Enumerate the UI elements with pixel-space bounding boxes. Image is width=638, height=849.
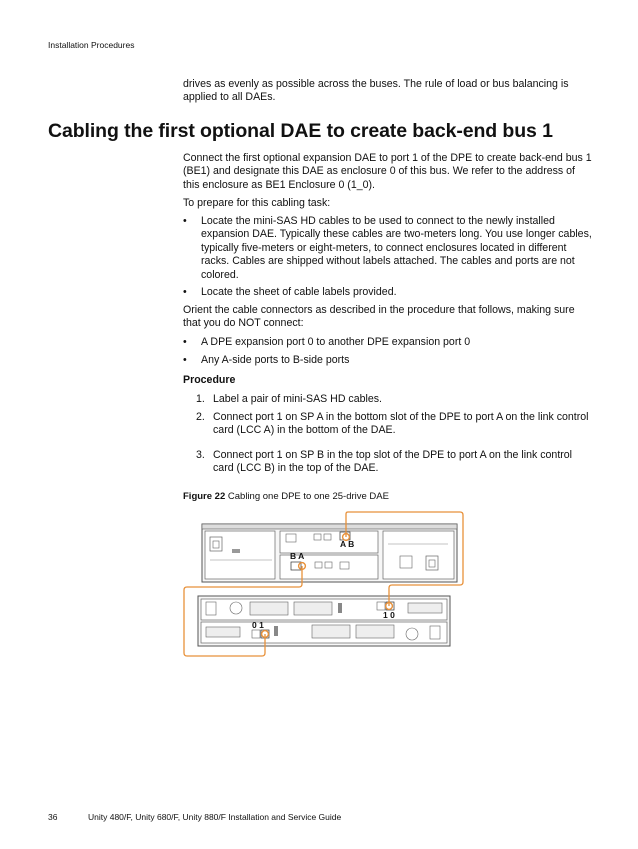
dae-bottom-port-label: B A [290,551,305,561]
dae-top-port-label: A B [340,539,355,549]
footer-doc-title: Unity 480/F, Unity 680/F, Unity 880/F Installation and Service Guide [88,812,342,822]
page-number: 36 [48,812,58,822]
step-text: Connect port 1 on SP A in the bottom slot of the DPE to port A on the link control card (LCC A) in the bottom of the DAE. [213,411,589,437]
bullet-dot: • [183,215,187,227]
dpe-enclosure [198,596,450,646]
figure-caption-text: Cabling one DPE to one 25-drive DAE [227,491,389,502]
step-text: Connect port 1 on SP B in the top slot of the DPE to port A on the link control card (LCC B) in the top of the DAE. [213,449,573,475]
section-heading: Cabling the first optional DAE to create back-end bus 1 [48,120,553,142]
figure-label: Figure 22 [183,491,226,502]
paragraph-3: Orient the cable connectors as described in the procedure that follows, making sure that you do NOT connect: [183,304,575,330]
dae-enclosure [202,524,457,582]
bullet-dot: • [183,286,187,298]
list-item-text: A DPE expansion port 0 to another DPE expansion port 0 [201,336,471,348]
figure-caption [183,491,389,502]
procedure-heading: Procedure [183,374,236,386]
bullet-dot: • [183,336,187,348]
step-number: 3. [196,449,205,461]
list-item-text: Any A-side ports to B-side ports [201,354,350,366]
step-number: 2. [196,411,205,423]
intro-paragraph: drives as evenly as possible across the buses. The rule of load or bus balancing is applied to all DAEs. [183,78,569,104]
dpe-bottom-port-label: 0 1 [252,620,264,630]
list-item-text: Locate the sheet of cable labels provided. [201,286,397,298]
step-text: Label a pair of mini-SAS HD cables. [213,393,382,405]
cabling-diagram [180,508,470,660]
bullet-dot: • [183,354,187,366]
step-number: 1. [196,393,205,405]
paragraph-1: Connect the first optional expansion DAE to port 1 of the DPE to create back-end bus 1 (BE1) and designate this DAE as enclosure 0 of this bus. We refer to the address of this enclosure as BE1 Enclosure 0 (1_0). [183,152,592,191]
running-header: Installation Procedures [48,40,135,50]
paragraph-2: To prepare for this cabling task: [183,197,331,209]
dpe-top-port-label: 1 0 [383,610,395,620]
list-item-text: Locate the mini-SAS HD cables to be used to connect to the newly installed expansion DAE. Typically these cables are two-meters long. You use longer cables, typically five-meters or eight-meters, to connect enclosures located in different racks. Cables are shipped without labels attached. The cables and ports are not colored. [201,215,592,281]
